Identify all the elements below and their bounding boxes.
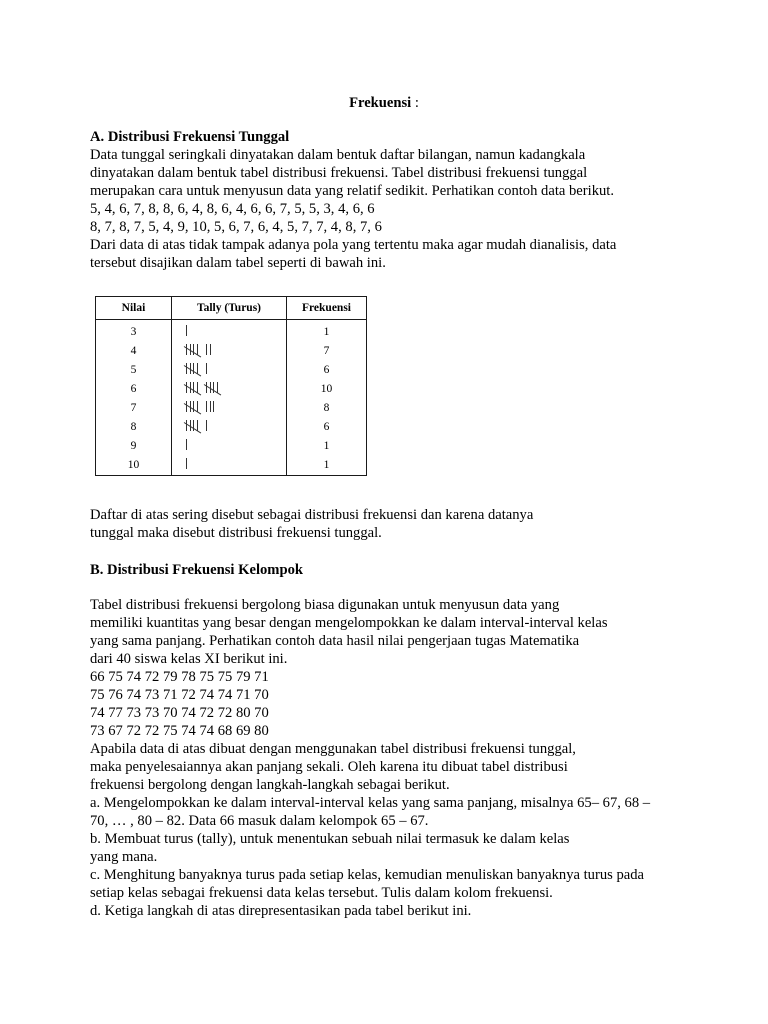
tally-group: [186, 399, 200, 417]
tally-mark: [186, 344, 187, 355]
section-b-line: yang mana.: [90, 849, 158, 865]
tally-mark: [197, 401, 198, 412]
tally-mark: [197, 420, 198, 431]
cell-frekuensi: 6: [287, 418, 367, 437]
paragraph-line: Daftar di atas sering disebut sebagai distribusi frekuensi dan karena datanya: [90, 507, 534, 523]
cell-nilai: 4: [130, 345, 137, 358]
tally-mark: [193, 382, 194, 393]
cell-nilai: 10: [127, 459, 140, 472]
tally-mark: [217, 382, 218, 393]
cell-tally-marks: [172, 380, 287, 399]
tally-mark: [193, 344, 194, 355]
section-a-line: 5, 4, 6, 7, 8, 8, 6, 4, 8, 6, 4, 6, 6, 7, 5, 5, 3, 4, 6, 6: [90, 201, 375, 217]
header-frekuensi: Frekuensi: [287, 297, 367, 320]
header-nilai: Nilai: [96, 297, 172, 320]
cell-tally-marks: [172, 399, 287, 418]
tally-mark: [206, 344, 207, 355]
cell-nilai: 6: [130, 383, 137, 396]
tally-mark: [206, 401, 207, 412]
tally-mark: [210, 401, 211, 412]
tally-mark: [186, 439, 187, 450]
cell-tally-marks: [172, 320, 287, 343]
table-row: [96, 361, 366, 380]
tally-group: [186, 459, 190, 471]
section-b-line: maka penyelesaiannya akan panjang sekali. Oleh karena itu dibuat tabel distribusi: [90, 759, 568, 775]
section-a: [90, 128, 690, 272]
tally-mark: [186, 401, 187, 412]
title-text: Frekuensi: [349, 95, 412, 111]
tally-mark: [190, 420, 191, 431]
page-title: [0, 94, 768, 112]
tally-mark: [210, 344, 211, 355]
frequency-table: [95, 296, 367, 476]
tally-group: [186, 361, 200, 379]
section-b-line: 70, … , 80 – 82. Data 66 masuk dalam kelompok 65 – 67.: [90, 813, 429, 829]
section-b-line: 73 67 72 72 75 74 74 68 69 80: [90, 723, 269, 739]
tally-mark: [190, 401, 191, 412]
tally-mark: [186, 420, 187, 431]
tally-mark: [206, 363, 207, 374]
tally-group: [186, 342, 200, 360]
tally-mark: [193, 363, 194, 374]
tally-mark: [190, 363, 191, 374]
section-a-line: tersebut disajikan dalam tabel seperti di bawah ini.: [90, 255, 386, 271]
section-b-line: yang sama panjang. Perhatikan contoh data hasil nilai pengerjaan tugas Matematika: [90, 633, 580, 649]
table-row: [96, 380, 366, 399]
tally-group: [206, 345, 213, 357]
section-b-line: a. Mengelompokkan ke dalam interval-interval kelas yang sama panjang, misalnya 65– 67, 68 –: [90, 795, 651, 811]
tally-mark: [206, 420, 207, 431]
tally-group: [206, 402, 217, 414]
tally-mark: [193, 420, 194, 431]
section-b-line: 74 77 73 73 70 74 72 72 80 70: [90, 705, 269, 721]
cell-nilai: 8: [130, 421, 137, 434]
section-b-line: dari 40 siswa kelas XI berikut ini.: [90, 651, 288, 667]
section-b-line: b. Membuat turus (tally), untuk menentukan sebuah nilai termasuk ke dalam kelas: [90, 831, 570, 847]
tally-mark: [210, 382, 211, 393]
tally-group: [186, 380, 200, 398]
section-a-line: Dari data di atas tidak tampak adanya pola yang tertentu maka agar mudah dianalisis, data: [90, 237, 617, 253]
section-b-line: Apabila data di atas dibuat dengan menggunakan tabel distribusi frekuensi tunggal,: [90, 741, 576, 757]
cell-frekuensi: 1: [287, 320, 367, 343]
table-row: [96, 456, 366, 475]
table-row: [96, 399, 366, 418]
section-a-line: merupakan cara untuk menyusun data yang relatif sedikit. Perhatikan contoh data berikut.: [90, 183, 614, 199]
cell-frekuensi: 7: [287, 342, 367, 361]
section-b-line: frekuensi bergolong dengan langkah-langkah sebagai berikut.: [90, 777, 450, 793]
tally-group: [186, 418, 200, 436]
section-b-line: c. Menghitung banyaknya turus pada setiap kelas, kemudian menuliskan banyaknya turus pada: [90, 867, 645, 883]
paragraph-line: tunggal maka disebut distribusi frekuensi tunggal.: [90, 525, 382, 541]
tally-mark: [190, 344, 191, 355]
cell-frekuensi: 1: [287, 456, 367, 475]
cell-frekuensi: 6: [287, 361, 367, 380]
section-a-line: 8, 7, 8, 7, 5, 4, 9, 10, 5, 6, 7, 6, 4, 5, 7, 7, 4, 8, 7, 6: [90, 219, 382, 235]
tally-mark: [206, 382, 207, 393]
section-a-line: dinyatakan dalam bentuk tabel distribusi frekuensi. Tabel distribusi frekuensi tunggal: [90, 165, 588, 181]
cell-nilai: 7: [130, 402, 137, 415]
table-header-row: [96, 297, 366, 320]
tally-mark: [190, 382, 191, 393]
tally-mark: [213, 382, 214, 393]
tally-mark: [186, 458, 187, 469]
cell-tally-marks: [172, 361, 287, 380]
tally-group: [206, 421, 210, 433]
cell-frekuensi: 10: [287, 380, 367, 399]
section-a-line: Data tunggal seringkali dinyatakan dalam bentuk daftar bilangan, namun kadangkala: [90, 147, 586, 163]
tally-mark: [197, 382, 198, 393]
table-row: [96, 342, 366, 361]
table-row: [96, 320, 366, 343]
section-a-heading: A. Distribusi Frekuensi Tunggal: [90, 129, 290, 145]
section-b-line: 66 75 74 72 79 78 75 75 79 71: [90, 669, 269, 685]
cell-tally-marks: [172, 342, 287, 361]
tally-group: [186, 440, 190, 452]
tally-mark: [213, 401, 214, 412]
cell-frekuensi: 1: [287, 437, 367, 456]
table-row: [96, 437, 366, 456]
section-b-line: 75 76 74 73 71 72 74 74 71 70: [90, 687, 269, 703]
cell-frekuensi: 8: [287, 399, 367, 418]
tally-group: [186, 326, 190, 338]
cell-tally-marks: [172, 456, 287, 475]
section-b-line: setiap kelas sebagai frekuensi data kelas tersebut. Tulis dalam kolom frekuensi.: [90, 885, 553, 901]
tally-mark: [197, 344, 198, 355]
section-b: [90, 596, 690, 920]
section-b-line: Tabel distribusi frekuensi bergolong biasa digunakan untuk menyusun data yang: [90, 597, 560, 613]
section-b-line: memiliki kuantitas yang besar dengan mengelompokkan ke dalam interval-interval kelas: [90, 615, 608, 631]
tally-mark: [193, 401, 194, 412]
tally-mark: [186, 363, 187, 374]
after-table-paragraph: [90, 506, 690, 542]
title-colon: :: [411, 95, 419, 111]
cell-nilai: 9: [130, 440, 137, 453]
tally-mark: [186, 325, 187, 336]
tally-mark: [197, 363, 198, 374]
header-tally: Tally (Turus): [172, 297, 287, 320]
cell-tally-marks: [172, 418, 287, 437]
section-b-heading: B. Distribusi Frekuensi Kelompok: [90, 562, 303, 578]
table-row: [96, 418, 366, 437]
cell-nilai: 5: [130, 364, 137, 377]
tally-group: [206, 364, 210, 376]
cell-nilai: 3: [130, 326, 137, 339]
tally-mark: [186, 382, 187, 393]
section-b-line: d. Ketiga langkah di atas direpresentasikan pada tabel berikut ini.: [90, 903, 472, 919]
cell-tally-marks: [172, 437, 287, 456]
tally-group: [206, 380, 220, 398]
